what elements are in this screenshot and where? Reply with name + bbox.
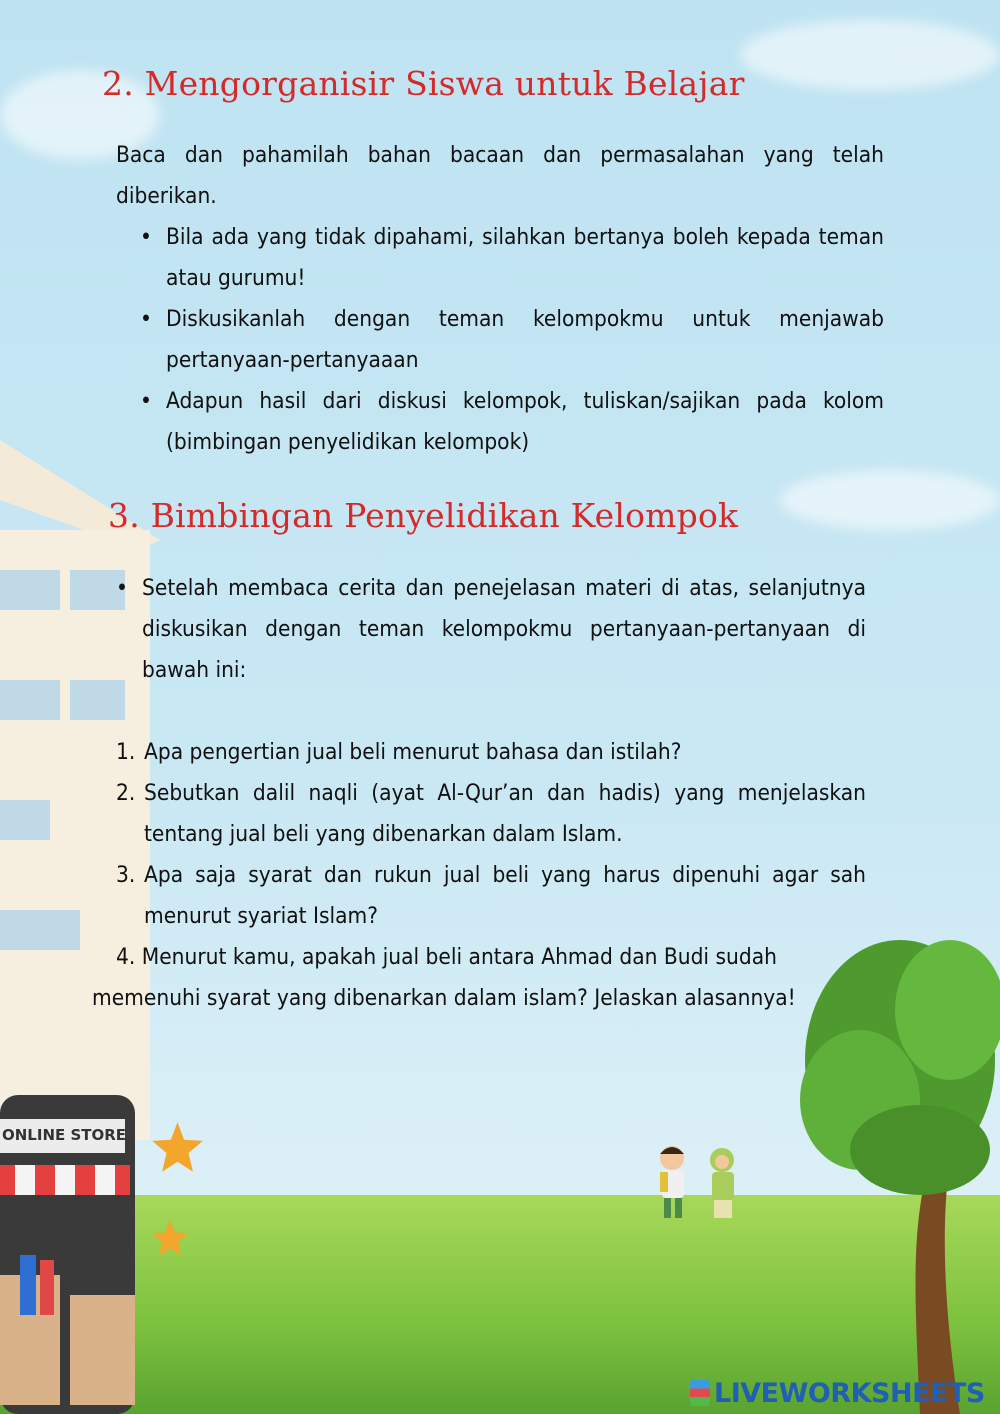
section-2-intro: Baca dan pahamilah bahan bacaan dan permasalahan yang telah diberikan. — [116, 142, 884, 209]
list-item: • Adapun hasil dari diskusi kelompok, tuliskan/sajikan pada kolom (bimbingan penyelidikan kelompok) — [116, 381, 884, 463]
section-2-title: 2. Mengorganisir Siswa untuk Belajar — [102, 64, 745, 103]
question-item-4: 4. Menurut kamu, apakah jual beli antara Ahmad dan Budi sudah memenuhi syarat yang dibenarkan dalam islam? Jelaskan alasannya! — [92, 944, 796, 1011]
children-illustration — [640, 1140, 750, 1225]
cloud — [740, 20, 1000, 90]
list-item: • Diskusikanlah dengan teman kelompokmu untuk menjawab pertanyaan-pertanyaaan — [116, 299, 884, 381]
list-item: • Setelah membaca cerita dan penejelasan materi di atas, selanjutnya diskusikan dengan teman kelompokmu pertanyaan-pertanyaan di bawah ini: — [92, 568, 866, 691]
store-sign: ONLINE STORE — [2, 1126, 127, 1144]
section-3-body — [92, 568, 866, 1019]
star-icon — [150, 1120, 205, 1175]
question-item: 2. Sebutkan dalil naqli (ayat Al-Qur’an dan hadis) yang menjelaskan tentang jual beli yang dibenarkan dalam Islam. — [116, 780, 866, 847]
section-2-body — [116, 135, 884, 463]
section-2-bullet-list — [116, 217, 884, 463]
list-item: • Bila ada yang tidak dipahami, silahkan bertanya boleh kepada teman atau gurumu! — [116, 217, 884, 299]
section-3-title: 3. Bimbingan Penyelidikan Kelompok — [108, 496, 739, 535]
question-list — [92, 732, 866, 937]
cloud — [780, 470, 1000, 530]
liveworksheets-logo: LIVEWORKSHEETS — [690, 1378, 985, 1409]
star-icon — [150, 1218, 190, 1258]
logo-icon — [690, 1380, 710, 1406]
question-item: 3. Apa saja syarat dan rukun jual beli yang harus dipenuhi agar sah menurut syariat Islam? — [116, 862, 866, 929]
section-3-bullet-list — [92, 568, 866, 691]
question-item: 1. Apa pengertian jual beli menurut bahasa dan istilah? — [116, 739, 682, 765]
